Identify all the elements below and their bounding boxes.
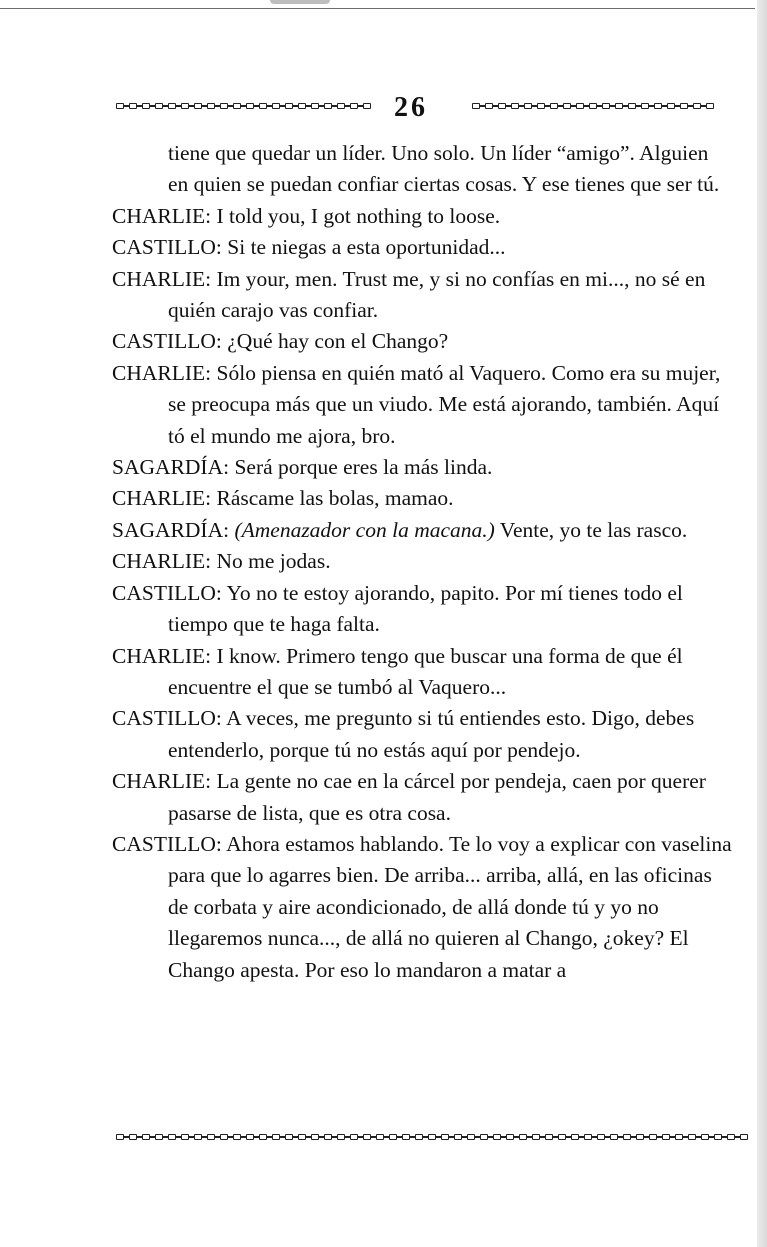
page-edge-shadow <box>757 0 767 1247</box>
scan-top-rule <box>0 8 755 9</box>
dialogue-text: Vente, yo te las rasco. <box>499 517 688 542</box>
speaker-name: SAGARDÍA: <box>112 517 230 542</box>
dialogue-line <box>112 201 732 232</box>
dialogue-line <box>112 232 732 263</box>
chain-ornament-bottom <box>116 1132 752 1142</box>
speaker-name: CASTILLO: <box>112 706 222 731</box>
dialogue-line <box>112 452 732 483</box>
dialogue-text: I know. Primero tengo que buscar una forma de que él encuentre el que se tumbó al Vaquero... <box>168 643 683 699</box>
dialogue-text: Yo no te estoy ajorando, papito. Por mí tienes todo el tiempo que te haga falta. <box>168 580 683 637</box>
speaker-name: CHARLIE: <box>112 486 212 511</box>
speaker-name: CHARLIE: <box>112 769 212 794</box>
dialogue-text: I told you, I got nothing to loose. <box>216 203 501 228</box>
speaker-name: CHARLIE: <box>112 203 212 228</box>
dialogue-line <box>112 326 732 357</box>
scan-smudge <box>270 0 330 4</box>
dialogue-text: No me jodas. <box>216 549 331 574</box>
dialogue-line <box>112 766 732 829</box>
dialogue-text: Ahora estamos hablando. Te lo voy a explicar con vaselina para que lo agarres bien. De arriba... arriba, allá, en las oficinas de corbata y aire acondicionado, de allá donde tú y yo no llegaremos nunca..., de allá no quieren al Chango, ¿okey? El Chango apesta. Por eso lo mandaron a matar a <box>168 831 732 982</box>
speaker-name: SAGARDÍA: <box>112 455 230 480</box>
stage-direction: (Amenazador con la macana.) <box>234 517 495 542</box>
speaker-name: CASTILLO: <box>112 580 222 605</box>
dialogue-line <box>112 546 732 577</box>
dialogue-text: tiene que quedar un líder. Uno solo. Un líder “amigo”. Alguien en quien se puedan confiar ciertas cosas. Y ese tienes que ser tú. <box>168 141 720 197</box>
dialogue-continuation <box>112 138 732 201</box>
speaker-name: CASTILLO: <box>112 329 222 354</box>
dialogue-text: Sólo piensa en quién mató al Vaquero. Como era su mujer, se preocupa más que un viudo. Me está ajorando, también. Aquí tó el mundo me ajora, bro. <box>168 360 721 448</box>
dialogue-line <box>112 703 732 766</box>
dialogue-text: A veces, me pregunto si tú entiendes esto. Digo, debes entenderlo, porque tú no estás aquí por pendejo. <box>168 706 695 762</box>
dialogue-line <box>112 358 732 452</box>
dialogue-line <box>112 515 732 546</box>
dialogue-line <box>112 578 732 641</box>
dialogue-text: Im your, men. Trust me, y si no confías en mi..., no sé en quién carajo vas confiar. <box>168 266 706 323</box>
speaker-name: CHARLIE: <box>112 549 212 574</box>
speaker-name: CHARLIE: <box>112 266 212 291</box>
speaker-name: CASTILLO: <box>112 235 222 260</box>
dialogue-text: Será porque eres la más linda. <box>234 455 493 480</box>
speaker-name: CHARLIE: <box>112 643 212 668</box>
script-text <box>112 138 732 986</box>
dialogue-line <box>112 483 732 514</box>
chain-ornament-left <box>116 101 374 111</box>
dialogue-line <box>112 264 732 327</box>
page-number: 26 <box>394 92 428 123</box>
dialogue-text: Si te niegas a esta oportunidad... <box>227 235 506 260</box>
dialogue-line <box>112 641 732 704</box>
dialogue-text: ¿Qué hay con el Chango? <box>227 329 449 354</box>
dialogue-text: La gente no cae en la cárcel por pendeja, caen por querer pasarse de lista, que es otra cosa. <box>168 769 706 825</box>
chain-ornament-right <box>472 101 724 111</box>
dialogue-text: Ráscame las bolas, mamao. <box>216 486 454 511</box>
dialogue-line <box>112 829 732 986</box>
speaker-name: CASTILLO: <box>112 831 222 856</box>
speaker-name: CHARLIE: <box>112 360 212 385</box>
